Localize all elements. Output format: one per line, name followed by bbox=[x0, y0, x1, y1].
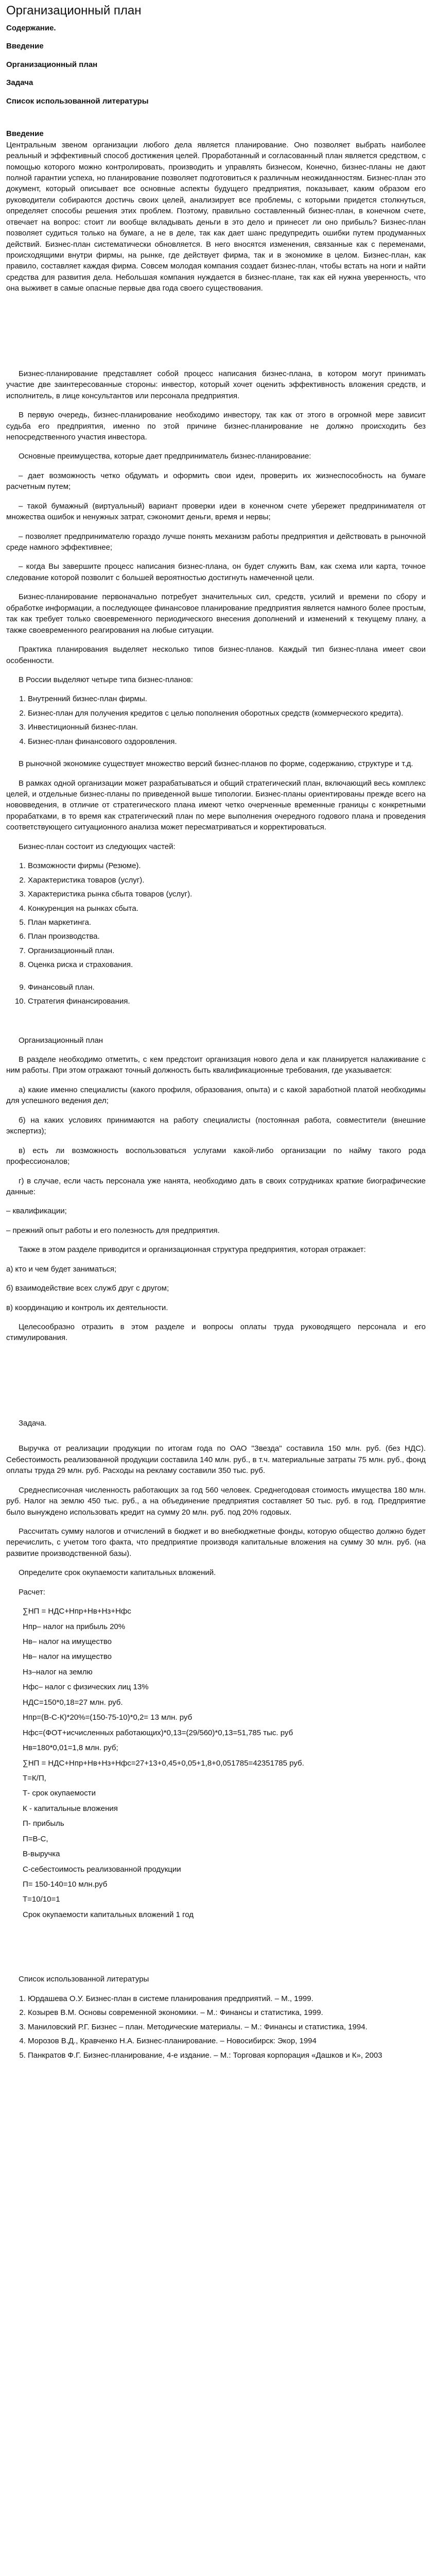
paragraph: – прежний опыт работы и его полезность для предприятия. bbox=[6, 1226, 220, 1235]
literature-heading: Список использованной литературы bbox=[19, 1975, 149, 1984]
literature-section bbox=[6, 1974, 426, 1985]
paragraph: б) на каких условиях принимаются на работу специалисты (постоянная работа, совместители (внешние экспертиз); bbox=[6, 1115, 426, 1136]
list-item: 4. Конкуренция на рынках сбыта. bbox=[28, 903, 426, 914]
paragraph: – позволяет предпринимателю гораздо лучше понять механизм работы предприятия и действовать в рыночной среде намного эффективнее; bbox=[6, 532, 426, 552]
paragraph: г) в случае, если часть персонала уже нанята, необходимо дать в своих сотрудниках краткие биографические данные: bbox=[6, 1176, 426, 1196]
org-heading: Организационный план bbox=[19, 1036, 103, 1045]
list-item: 10. Стратегия финансирования. bbox=[28, 996, 426, 1007]
paragraph: а) кто и чем будет заниматься; bbox=[6, 1264, 117, 1274]
paragraph: Определите срок окупаемости капитальных вложений. bbox=[19, 1568, 216, 1578]
calc-line: Т=К/П, bbox=[23, 1773, 46, 1783]
toc-item: Организационный план bbox=[6, 60, 98, 69]
paragraph: – такой бумажный (виртуальный) вариант проверки идеи в конечном счете убережет предпринимателя от множества ошибок и ненужных затрат, сэкономит деньги, время и нервы; bbox=[6, 501, 426, 522]
calc-line: П- прибыль bbox=[23, 1819, 64, 1828]
calc-line: Срок окупаемости капитальных вложений 1 год bbox=[23, 1910, 194, 1919]
paragraph: в) координацию и контроль их деятельности. bbox=[6, 1303, 168, 1312]
list-item: 8. Оценка риска и страхования. bbox=[28, 959, 426, 970]
calc-line: Нв– налог на имущество bbox=[23, 1637, 112, 1646]
toc-item: Задача bbox=[6, 78, 33, 88]
toc-item: Введение bbox=[6, 42, 44, 51]
business-plan-parts-list-tail bbox=[6, 982, 426, 1007]
paragraph: Целесообразно отразить в этом разделе и вопросы оплаты труда руководящего персонала и его стимулирования. bbox=[6, 1323, 426, 1343]
paragraph: Рассчитать сумму налогов и отчислений в бюджет и во внебюджетные фонды, которую общество должно будет перечислить, с учетом того факта, что предприятие производя капитальные вложения на сумму 30 млн. руб. (на развитие производственной базы). bbox=[6, 1527, 426, 1558]
intro-section bbox=[6, 128, 426, 294]
paragraph: в) есть ли возможность воспользоваться услугами какой-либо организации по найму такого рода профессионалов; bbox=[6, 1146, 426, 1166]
toc-item: Список использованной литературы bbox=[6, 96, 149, 106]
paragraph: Центральным звеном организации любого дела является планирование. Оно позволяет выбрать наиболее реальный и эффективный способ достижения целей. Проработанный и согласованный план является средством, с помощью которого можно контролировать, производить и управлять бизнесом, Конечно, бизнес-планы не дают полной гарантии успеха, но планирование позволяет подготовиться к различным неожиданностям. Бизнес-план это документ, который описывает все основные аспекты будущего предприятия, показывает, каким образом его руководители собираются достичь своих целей, анализирует все проблемы, с которыми придется столкнуться, определяет способы решения этих проблем. Поэтому, правильно составленный бизнес-план, в конечном счете, отвечает на вопрос: стоит ли вообще вкладывать деньги в это дело и принесет ли оно прибыль? Бизнес-план позволяет судиться только на бумаге, а не в деле, так как дает шанс предупредить ошибки путем продуманных действий. Бизнес-план систематически обновляется. В него вносятся изменения, связанные как с переменами, происходящими внутри фирмы, на рынке, где действует фирма, так и в экономике в целом. Бизнес-план, как правило, составляет каждая фирма. Совсем молодая компания создает бизнес-план, чтобы встать на ноги и найти средства для развития дела. Небольшая компания нуждается в бизнес-плане, так как ей нужна уверенность, что она выживет в самые опасные первые два года своего существования. bbox=[6, 140, 426, 293]
paragraph: В России выделяют четыре типа бизнес-планов: bbox=[19, 675, 193, 684]
org-plan-section bbox=[6, 1035, 426, 1344]
calc-line: ∑НП = НДС+Нпр+Нв+Нз+Нфс=27+13+0,45+0,05+1,8+0,051785=42351785 руб. bbox=[23, 1758, 304, 1768]
task-section bbox=[6, 1418, 426, 1598]
paragraph: Основные преимущества, которые дает предприниматель бизнес-планирование: bbox=[19, 452, 311, 461]
list-item: 9. Финансовый план. bbox=[28, 982, 426, 993]
calc-line: Нфс=(ФОТ+исчисленных работающих)*0,13=(29/560)*0,13=51,785 тыс. руб bbox=[23, 1728, 293, 1737]
calc-line: Нфс– налог с физических лиц 13% bbox=[23, 1683, 149, 1692]
calc-line: Нз–налог на землю bbox=[23, 1667, 93, 1676]
calc-line: Нв=180*0,01=1,8 млн. руб; bbox=[23, 1743, 118, 1753]
calc-line: Т- срок окупаемости bbox=[23, 1789, 96, 1798]
paragraph: В первую очередь, бизнес-планирование необходимо инвестору, так как от этого в огромной мере зависит судьба его предприятия, именно по этой причине бизнес-планирование не должно происходить без непосредственного участия инвестора. bbox=[6, 411, 426, 442]
calc-line: Нпр=(В-С-К)*20%=(150-75-10)*0,2= 13 млн. руб bbox=[23, 1713, 193, 1722]
calc-line: С-себестоимость реализованной продукции bbox=[23, 1865, 181, 1874]
structure-section bbox=[6, 758, 426, 852]
paragraph: Среднесписочная численность работающих за год 560 человек. Среднегодовая стоимость имущества 180 млн. руб. Налог на землю 450 тыс. руб., а на объединение предприятия составляет 50 тыс. руб. в год. Предприятие было вынуждено использовать кредит на сумму 20 млн. руб. под 20% годовых. bbox=[6, 1485, 426, 1517]
calc-line: К - капитальные вложения bbox=[23, 1804, 118, 1813]
paragraph: Практика планирования выделяет несколько типов бизнес-планов. Каждый тип бизнес-плана имеет свои особенности. bbox=[6, 645, 426, 665]
intro-heading: Введение bbox=[6, 129, 44, 139]
business-planning-section bbox=[6, 368, 426, 686]
list-item: 1. Возможности фирмы (Резюме). bbox=[28, 860, 426, 871]
paragraph: б) взаимодействие всех служб друг с другом; bbox=[6, 1284, 169, 1293]
list-item: 3. Маниловский Р.Г. Бизнес – план. Методические материалы. – М.: Финансы и статистика, 1994. bbox=[28, 2022, 426, 2032]
paragraph: Выручка от реализации продукции по итогам года по ОАО "Звезда" составила 150 млн. руб. (без НДС). Себестоимость реализованной продукции составила 140 млн. руб., в т.ч. материальные затраты 75 млн. руб., фонд оплаты труда 29 млн. руб. Расходы на рекламу составили 350 тыс. руб. bbox=[6, 1444, 426, 1476]
calc-line: В-выручка bbox=[23, 1850, 60, 1859]
list-item: 2. Козырев В.М. Основы современной экономики. – М.: Финансы и статистика, 1999. bbox=[28, 2007, 426, 2018]
calc-line: Т=10/10=1 bbox=[23, 1895, 60, 1904]
paragraph: Расчет: bbox=[19, 1587, 45, 1597]
business-plan-parts-list bbox=[6, 860, 426, 971]
calculation-list bbox=[6, 1606, 426, 1920]
calc-line: Нпр– налог на прибыль 20% bbox=[23, 1622, 126, 1631]
list-item: 1. Внутренний бизнес-план фирмы. bbox=[28, 693, 426, 704]
list-item: 7. Организационный план. bbox=[28, 945, 426, 956]
paragraph: Бизнес-планирование первоначально потребует значительных сил, средств, усилий и времени по сбору и обработке информации, а последующее финансовое планирование предприятия является намного более простым, так как требует только своевременного периодического внесения дополнений и изменений к текущему плану, а также своевременного реагирования на любые ситуации. bbox=[6, 592, 426, 635]
paragraph: а) какие именно специалисты (какого профиля, образования, опыта) и с какой заработной платой необходимы для успешного ведения дел; bbox=[6, 1085, 426, 1106]
toc-item: Содержание. bbox=[6, 24, 56, 32]
list-item: 6. План производства. bbox=[28, 931, 426, 942]
paragraph: В разделе необходимо отметить, с кем предстоит организация нового дела и как планируется налаживание с ним работы. При этом отражают точный должность быть квалификационные требования, где указывается: bbox=[6, 1055, 426, 1075]
list-item: 5. План маркетинга. bbox=[28, 917, 426, 928]
list-item: 3. Инвестиционный бизнес-план. bbox=[28, 722, 426, 733]
calc-line: НДС=150*0,18=27 млн. руб. bbox=[23, 1698, 123, 1707]
list-item: 4. Морозов В.Д., Кравченко Н.А. Бизнес-планирование. – Новосибирск: Экор, 1994 bbox=[28, 2036, 426, 2046]
paragraph: Также в этом разделе приводится и организационная структура предприятия, которая отражает: bbox=[19, 1245, 366, 1255]
calc-line: ∑НП = НДС+Нпр+Нв+Нз+Нфс bbox=[23, 1607, 131, 1616]
paragraph: Бизнес-план состоит из следующих частей: bbox=[19, 842, 176, 851]
list-item: 4. Бизнес-план финансового оздоровления. bbox=[28, 736, 426, 747]
paragraph: – дает возможность четко обдумать и оформить свои идеи, проверить их жизнеспособность на бумаге расчетным путем; bbox=[6, 471, 426, 492]
calc-line: П= 150-140=10 млн.руб bbox=[23, 1880, 108, 1889]
list-item: 5. Панкратов Ф.Г. Бизнес-планирование, 4-е издание. – М.: Торговая корпорация «Дашков и К», 2003 bbox=[28, 2050, 426, 2061]
list-item: 2. Характеристика товаров (услуг). bbox=[28, 875, 426, 886]
table-of-contents bbox=[6, 23, 426, 107]
calc-line: П=В-С, bbox=[23, 1834, 48, 1843]
paragraph: Бизнес-планирование представляет собой процесс написания бизнес-плана, в котором могут принимать участие две заинтересованные стороны: инвестор, который хочет оценить эффективность вложения средств, и исполнитель, в лице консультантов или персонала предприятия. bbox=[6, 369, 426, 400]
task-heading: Задача. bbox=[19, 1418, 47, 1428]
document-title: Организационный план bbox=[6, 4, 142, 18]
paragraph: В рамках одной организации может разрабатываться и общий стратегический план, включающий весь комплекс целей, и отдельные бизнес-планы по приведенной выше типологии. Бизнес-планы ориентированы прежде всего на нововведения, в отличие от стратегического плана имеют четко очерченные временные границы с конкретными прорабатками, в то время как стратегический план по мере выполнения очередного годового плана и проведения соответствующего ситуационного анализа может пересматриваться и корректироваться. bbox=[6, 778, 426, 832]
business-plan-types-list bbox=[6, 693, 426, 747]
list-item: 1. Юрдашева О.У. Бизнес-план в системе планирования предприятий. – М., 1999. bbox=[28, 1993, 426, 2004]
literature-list bbox=[6, 1993, 426, 2061]
list-item: 3. Характеристика рынка сбыта товаров (услуг). bbox=[28, 889, 426, 900]
paragraph: В рыночной экономике существует множество версий бизнес-планов по форме, содержанию, структуре и т.д. bbox=[19, 759, 413, 769]
list-item: 2. Бизнес-план для получения кредитов с целью пополнения оборотных средств (коммерческого кредита). bbox=[28, 708, 426, 719]
paragraph: – когда Вы завершите процесс написания бизнес-плана, он будет служить Вам, как схема или карта, точное следование которой позволит с большей вероятностью достигнуть намеченной цели. bbox=[6, 562, 426, 582]
calc-line: Нв– налог на имущество bbox=[23, 1652, 112, 1662]
paragraph: – квалификации; bbox=[6, 1207, 67, 1216]
